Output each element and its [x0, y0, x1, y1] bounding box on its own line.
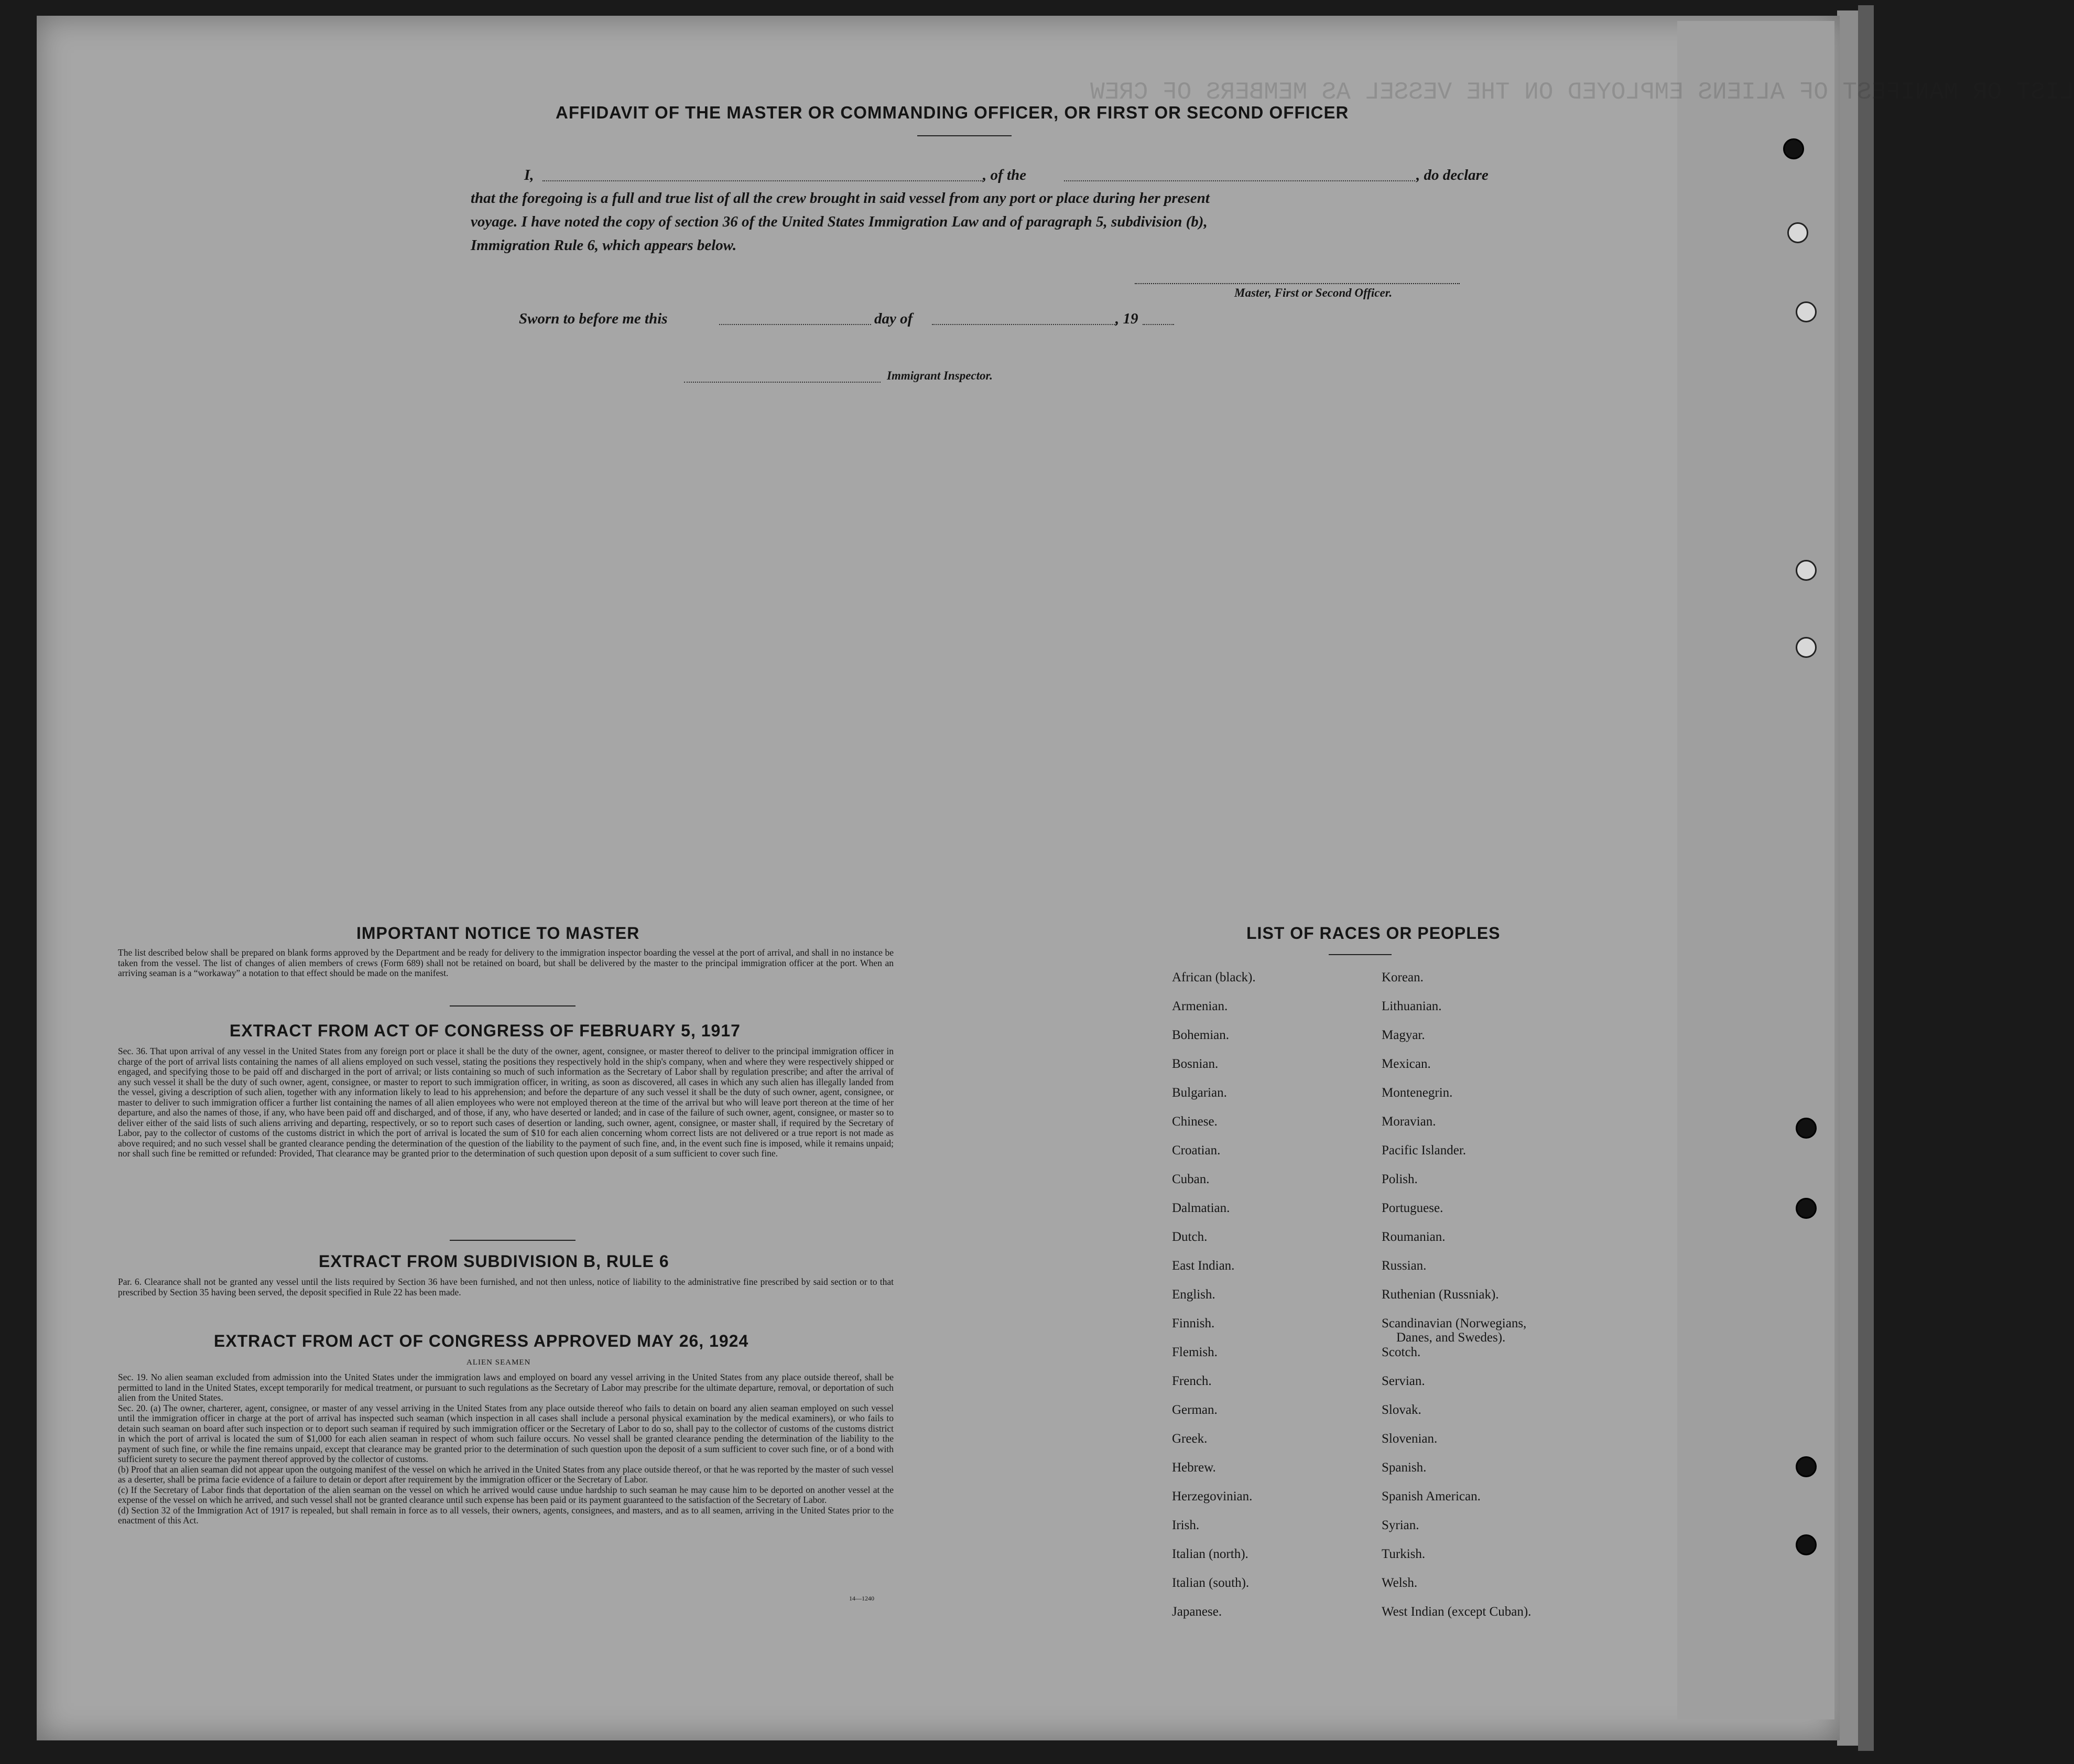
- sworn-prefix: Sworn to before me this: [519, 310, 668, 327]
- extract-1924-subtitle: ALIEN SEAMEN: [466, 1358, 531, 1367]
- race-item: Slovak.: [1382, 1403, 1421, 1417]
- binder-hole-icon: [1787, 222, 1808, 243]
- races-right-column: [1382, 963, 1531, 1626]
- sworn-year: , 19: [1115, 310, 1138, 327]
- divider: [1329, 954, 1392, 955]
- binder-hole-icon: [1783, 138, 1804, 159]
- race-item: Herzegovinian.: [1172, 1489, 1253, 1503]
- race-item: French.: [1172, 1374, 1212, 1388]
- race-item: Hebrew.: [1172, 1460, 1216, 1475]
- binder-hole-icon: [1796, 1118, 1817, 1139]
- extract-1917-body: Sec. 36. That upon arrival of any vessel in the United States from any foreign port or place it shall be the duty of the owner, agent, consignee, or master thereof to deliver to the principal immigration officer in charge of the port of arrival lists containing the names of all aliens employed on such vessel, stating the positions they respectively hold in the ship's company, when and where they were respectively shipped or engaged, and specifying those to be paid off and discharged in the port of arrival; or lists containing so much of such information as the Secretary of Labor shall by regulation prescribe; and after the arrival of any such vessel it shall be the duty of such owner, agent, consignee, or master to report to such immigration officer, in writing, as soon as discovered, all cases in which any such alien has illegally landed from the vessel, giving a description of such alien, together with any information likely to lead to his apprehension; and before the departure of any such vessel it shall be the duty of such owner, agent, consignee, or master to deliver to such immigration officer a further list containing the names of all alien employees who were not employed thereon at the time of the arrival but who will leave port thereon at the time of her departure, and also the names of those, if any, who have been paid off and discharged, and of those, if any, who have deserted or landed; and in case of the failure of such owner, agent, consignee, or master so to deliver either of the said lists of such aliens arriving and departing, respectively, or so to report such cases of desertion or landing, such owner, agent, consignee, or master shall, if required by the Secretary of Labor, pay to the collector of customs of the customs district in which the port of arrival is located the sum of $10 for each alien concerning whom correct lists are not delivered or a true report is not made as above required; and no such vessel shall be granted clearance pending the determination of the question of the liability to the payment of such fine, and, in the event such fine is imposed, while it remains unpaid; nor shall such fine be remitted or refunded: Provided, That clearance may be granted prior to the determination of such question upon deposit of a sum sufficient to cover such fine.: [118, 1046, 894, 1159]
- race-item: German.: [1172, 1403, 1218, 1417]
- race-item: Flemish.: [1172, 1345, 1218, 1359]
- affidavit-of-the: , of the: [983, 167, 1026, 183]
- extract-1924-body: [118, 1372, 894, 1526]
- race-item: Italian (south).: [1172, 1576, 1250, 1590]
- race-item: Ruthenian (Russniak).: [1382, 1287, 1499, 1302]
- race-item: Mexican.: [1382, 1057, 1431, 1071]
- races-title: LIST OF RACES OR PEOPLES: [1246, 924, 1501, 943]
- master-caption: Master, First or Second Officer.: [1234, 286, 1393, 299]
- extract-1924-paragraph: Sec. 19. No alien seaman excluded from admission into the United States under the immigration laws and employed on board any vessel arriving in the United States from any place outside thereof, shall be permitted to land in the United States, except temporarily for medical treatment, or pursuant to such regulations as the Secretary of Labor may prescribe for the ultimate departure, removal, or deportation of such alien from the United States.: [118, 1372, 894, 1403]
- race-item: Montenegrin.: [1382, 1086, 1453, 1100]
- race-item: Dutch.: [1172, 1230, 1208, 1244]
- race-item: Magyar.: [1382, 1028, 1425, 1042]
- divider: [917, 135, 1012, 136]
- divider: [450, 1240, 575, 1241]
- extract-1924-paragraph: Sec. 20. (a) The owner, charterer, agent, consignee, or master of any vessel arriving in the United States from any place outside thereof who fails to detain on board any alien seaman employed on such vessel until the immigration officer in charge at the port of arrival has inspected such seaman (which inspection in all cases shall include a personal physical examination by the medical examiners), or who fails to detain such seaman on board after such inspection or to deport such seaman if required by such immigration officer or the Secretary of Labor to do so, shall pay to the collector of customs of the customs district in which the port of arrival is located the sum of $1,000 for each alien seaman in respect of whom such failure occurs. No vessel shall be granted clearance pending the determination of the liability to the payment of such fine, or while the fine remains unpaid, except that clearance may be granted prior to the determination of such question upon the deposit of a sum sufficient to cover such fine, or of a bond with sufficient surety to secure the payment thereof approved by the collector of customs.: [118, 1402, 894, 1464]
- extract-rule6-body: Par. 6. Clearance shall not be granted any vessel until the lists required by Section 36 have been furnished, and not then unless, notice of liability to the administrative fine prescribed by said section or to that prescribed by Section 35 having been served, the deposit specified in Rule 22 has been made.: [118, 1276, 894, 1297]
- races-left-column: [1172, 963, 1256, 1626]
- affidavit-line-3: voyage. I have noted the copy of section 36 of the United States Immigration Law and of paragraph 5, subdivision (b),: [471, 213, 1208, 230]
- race-item: Bosnian.: [1172, 1057, 1219, 1071]
- race-item: Korean.: [1382, 970, 1424, 984]
- race-item: Syrian.: [1382, 1518, 1419, 1532]
- race-item: Finnish.: [1172, 1316, 1215, 1330]
- race-item: Irish.: [1172, 1518, 1200, 1532]
- inspector-signature-line[interactable]: [684, 382, 881, 383]
- race-item: Japanese.: [1172, 1605, 1222, 1619]
- binder-hole-icon: [1796, 301, 1817, 322]
- vessel-blank[interactable]: [1064, 180, 1415, 181]
- binder-hole-icon: [1796, 1198, 1817, 1219]
- inspector-caption: Immigrant Inspector.: [887, 369, 993, 382]
- race-item: West Indian (except Cuban).: [1382, 1605, 1532, 1619]
- form-number: 14—1240: [849, 1595, 874, 1602]
- race-item: Danes, and Swedes).: [1396, 1330, 1506, 1345]
- race-item: Greek.: [1172, 1432, 1208, 1446]
- affidavit-i: I,: [524, 167, 534, 183]
- race-item: East Indian.: [1172, 1259, 1235, 1273]
- race-item: Slovenian.: [1382, 1432, 1438, 1446]
- extract-1924-title: EXTRACT FROM ACT OF CONGRESS APPROVED MAY 26, 1924: [214, 1332, 749, 1350]
- extract-1924-paragraph: (d) Section 32 of the Immigration Act of 1917 is repealed, but shall remain in force as to all vessels, their owners, agents, consignees, and masters, and as to all seamen, arriving in the United States prior to the enactment of this Act.: [118, 1505, 894, 1525]
- race-item: Scotch.: [1382, 1345, 1421, 1359]
- race-item: Lithuanian.: [1382, 999, 1442, 1013]
- extract-1917-title: EXTRACT FROM ACT OF CONGRESS OF FEBRUARY 5, 1917: [230, 1021, 741, 1040]
- race-item: Armenian.: [1172, 999, 1228, 1013]
- race-item: Russian.: [1382, 1259, 1427, 1273]
- bleedthrough-header: LIST OR MANIFEST OF ALIENS EMPLOYED ON THE VESSEL AS MEMBERS OF CREW: [1090, 79, 2074, 106]
- master-signature-line[interactable]: [1135, 283, 1460, 284]
- sworn-year-blank[interactable]: [1143, 324, 1174, 325]
- binder-hole-icon: [1796, 560, 1817, 581]
- race-item: Bohemian.: [1172, 1028, 1230, 1042]
- notice-body: The list described below shall be prepared on blank forms approved by the Department and be ready for delivery to the immigration inspector boarding the vessel at the port of arrival, and shall in no instance be taken from the vessel. The list of changes of alien members of crews (Form 689) shall not be retained on board, but shall be delivered by the master to the principal immigration officer at the port. When an arriving seaman is a “workaway” a notation to that effect should be made on the manifest.: [118, 947, 894, 978]
- race-item: Spanish.: [1382, 1460, 1427, 1475]
- binder-hole-icon: [1796, 637, 1817, 658]
- under-sheet-edge: [1837, 10, 1858, 1746]
- race-item: Italian (north).: [1172, 1547, 1248, 1561]
- extract-1924-paragraph: (c) If the Secretary of Labor finds that deportation of the alien seaman on the vessel on which he arrived would cause undue hardship to such seaman he may cause him to be deported on another vessel at the expense of the vessel on which he arrived, and such vessel shall not be granted clearance until such expense has been paid or its payment guaranteed to the satisfaction of the Secretary of Labor.: [118, 1484, 894, 1505]
- extract-rule6-title: EXTRACT FROM SUBDIVISION B, RULE 6: [319, 1252, 669, 1271]
- sworn-day-blank[interactable]: [719, 324, 871, 325]
- race-item: Servian.: [1382, 1374, 1425, 1388]
- race-item: Scandinavian (Norwegians,: [1382, 1316, 1527, 1330]
- binder-hole-icon: [1796, 1456, 1817, 1477]
- race-item: English.: [1172, 1287, 1215, 1302]
- race-item: Chinese.: [1172, 1114, 1218, 1129]
- race-item: Bulgarian.: [1172, 1086, 1227, 1100]
- back-sheet-edge: [1858, 5, 1874, 1751]
- sworn-month-blank[interactable]: [932, 324, 1116, 325]
- race-item: Moravian.: [1382, 1114, 1436, 1129]
- race-item: Welsh.: [1382, 1576, 1418, 1590]
- affidavit-line-4: Immigration Rule 6, which appears below.: [471, 237, 737, 254]
- binder-hole-icon: [1796, 1534, 1817, 1555]
- race-item: Portuguese.: [1382, 1201, 1443, 1215]
- name-blank[interactable]: [542, 180, 983, 181]
- race-item: Polish.: [1382, 1172, 1418, 1186]
- extract-1924-paragraph: (b) Proof that an alien seaman did not appear upon the outgoing manifest of the vessel on which he arrived in the United States from any place outside thereof, or that he was reported by the master of such vessel as a deserter, shall be prima facie evidence of a failure to detain or deport after requirement by the immigration officer or the Secretary of Labor.: [118, 1464, 894, 1485]
- race-item: Roumanian.: [1382, 1230, 1446, 1244]
- affidavit-line-2: that the foregoing is a full and true list of all the crew brought in said vessel from any port or place during her present: [471, 190, 1210, 207]
- race-item: Dalmatian.: [1172, 1201, 1230, 1215]
- sworn-day-of: day of: [874, 310, 913, 327]
- divider: [450, 1005, 575, 1007]
- race-item: Croatian.: [1172, 1143, 1221, 1157]
- affidavit-declare: , do declare: [1416, 167, 1489, 183]
- race-item: African (black).: [1172, 970, 1256, 984]
- affidavit-title: AFFIDAVIT OF THE MASTER OR COMMANDING OFFICER, OR FIRST OR SECOND OFFICER: [556, 103, 1349, 122]
- race-item: Cuban.: [1172, 1172, 1210, 1186]
- race-item: Pacific Islander.: [1382, 1143, 1467, 1157]
- race-item: Turkish.: [1382, 1547, 1426, 1561]
- race-item: Spanish American.: [1382, 1489, 1481, 1503]
- notice-title: IMPORTANT NOTICE TO MASTER: [356, 924, 640, 943]
